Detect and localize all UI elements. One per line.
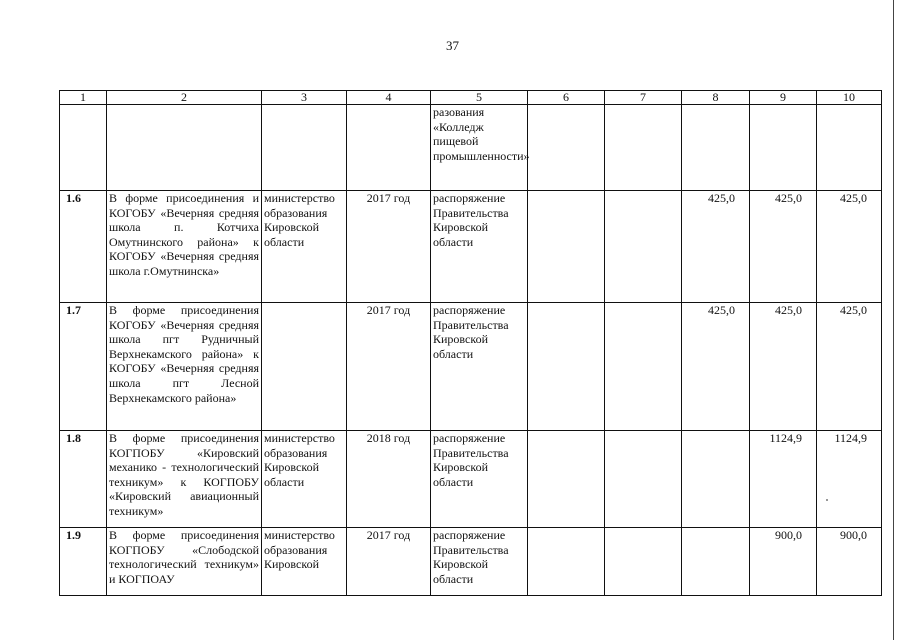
measure-description: В форме присоединения и КОГОБУ «Вечерняя средняя школа п. Котчиха Омутнинского района» к КОГОБУ «Вечерняя средняя школа г.Омутнинска» <box>107 191 262 303</box>
responsible-executor: министерство образования Кировской области <box>262 191 347 303</box>
amount-col10: 900,0 <box>817 528 882 596</box>
column-header: 10 <box>817 91 882 105</box>
table-row <box>60 191 882 303</box>
column-header: 1 <box>60 91 107 105</box>
amount-col8: 425,0 <box>682 191 750 303</box>
table-row <box>60 105 882 191</box>
responsible-executor <box>262 105 347 191</box>
row-number: 1.8 <box>60 431 107 528</box>
cell-col6 <box>528 105 605 191</box>
row-number: 1.9 <box>60 528 107 596</box>
cell-col7 <box>605 528 682 596</box>
cell-col7 <box>605 105 682 191</box>
amount-col8 <box>682 105 750 191</box>
table-header-row <box>60 91 882 105</box>
amount-col9: 425,0 <box>750 303 817 431</box>
cell-col7 <box>605 303 682 431</box>
implementation-period: 2018 год <box>347 431 431 528</box>
column-header: 7 <box>605 91 682 105</box>
measure-description: В форме присоединения КОГПОБУ «Кировский механико - технологический техникум» к КОГПОБУ «Кировский авиационный техникум» <box>107 431 262 528</box>
amount-col8 <box>682 528 750 596</box>
row-number: 1.6 <box>60 191 107 303</box>
row-number <box>60 105 107 191</box>
legal-basis: распоряжение Правительства Кировской области <box>431 303 528 431</box>
amount-col10: 1124,9 <box>817 431 882 528</box>
cell-col7 <box>605 431 682 528</box>
amount-col8: 425,0 <box>682 303 750 431</box>
implementation-period <box>347 105 431 191</box>
page-edge-line <box>893 0 894 640</box>
column-header: 3 <box>262 91 347 105</box>
cell-col7 <box>605 191 682 303</box>
amount-col10: 425,0 <box>817 191 882 303</box>
scan-speck <box>826 499 828 501</box>
cell-col6 <box>528 303 605 431</box>
legal-basis: распоряжение Правительства Кировской области <box>431 528 528 596</box>
responsible-executor: министерство образования Кировской области <box>262 431 347 528</box>
column-header: 8 <box>682 91 750 105</box>
amount-col10: 425,0 <box>817 303 882 431</box>
table-row <box>60 303 882 431</box>
implementation-period: 2017 год <box>347 528 431 596</box>
amount-col9 <box>750 105 817 191</box>
responsible-executor <box>262 303 347 431</box>
amount-col9: 425,0 <box>750 191 817 303</box>
amount-col8 <box>682 431 750 528</box>
table-row <box>60 528 882 596</box>
column-header: 6 <box>528 91 605 105</box>
cell-col6 <box>528 431 605 528</box>
cell-col6 <box>528 528 605 596</box>
legal-basis: распоряжение Правительства Кировской области <box>431 191 528 303</box>
implementation-period: 2017 год <box>347 191 431 303</box>
responsible-executor: министерство образования Кировской <box>262 528 347 596</box>
page-number: 37 <box>446 38 459 53</box>
legal-basis: разования «Колледж пищевой промышленности» <box>431 105 528 191</box>
implementation-period: 2017 год <box>347 303 431 431</box>
column-header: 4 <box>347 91 431 105</box>
amount-col9: 1124,9 <box>750 431 817 528</box>
table-row <box>60 431 882 528</box>
amount-col9: 900,0 <box>750 528 817 596</box>
data-table <box>59 90 882 596</box>
measure-description: В форме присоединения КОГОБУ «Вечерняя средняя школа пгт Рудничный Верхнекамского района» к КОГОБУ «Вечерняя средняя школа пгт Лесной Верхнекамского района» <box>107 303 262 431</box>
cell-col6 <box>528 191 605 303</box>
column-header: 5 <box>431 91 528 105</box>
column-header: 2 <box>107 91 262 105</box>
amount-col10 <box>817 105 882 191</box>
measure-description <box>107 105 262 191</box>
column-header: 9 <box>750 91 817 105</box>
measure-description: В форме присоединения КОГПОБУ «Слободской технологический техникум» и КОГПОАУ <box>107 528 262 596</box>
row-number: 1.7 <box>60 303 107 431</box>
legal-basis: распоряжение Правительства Кировской области <box>431 431 528 528</box>
